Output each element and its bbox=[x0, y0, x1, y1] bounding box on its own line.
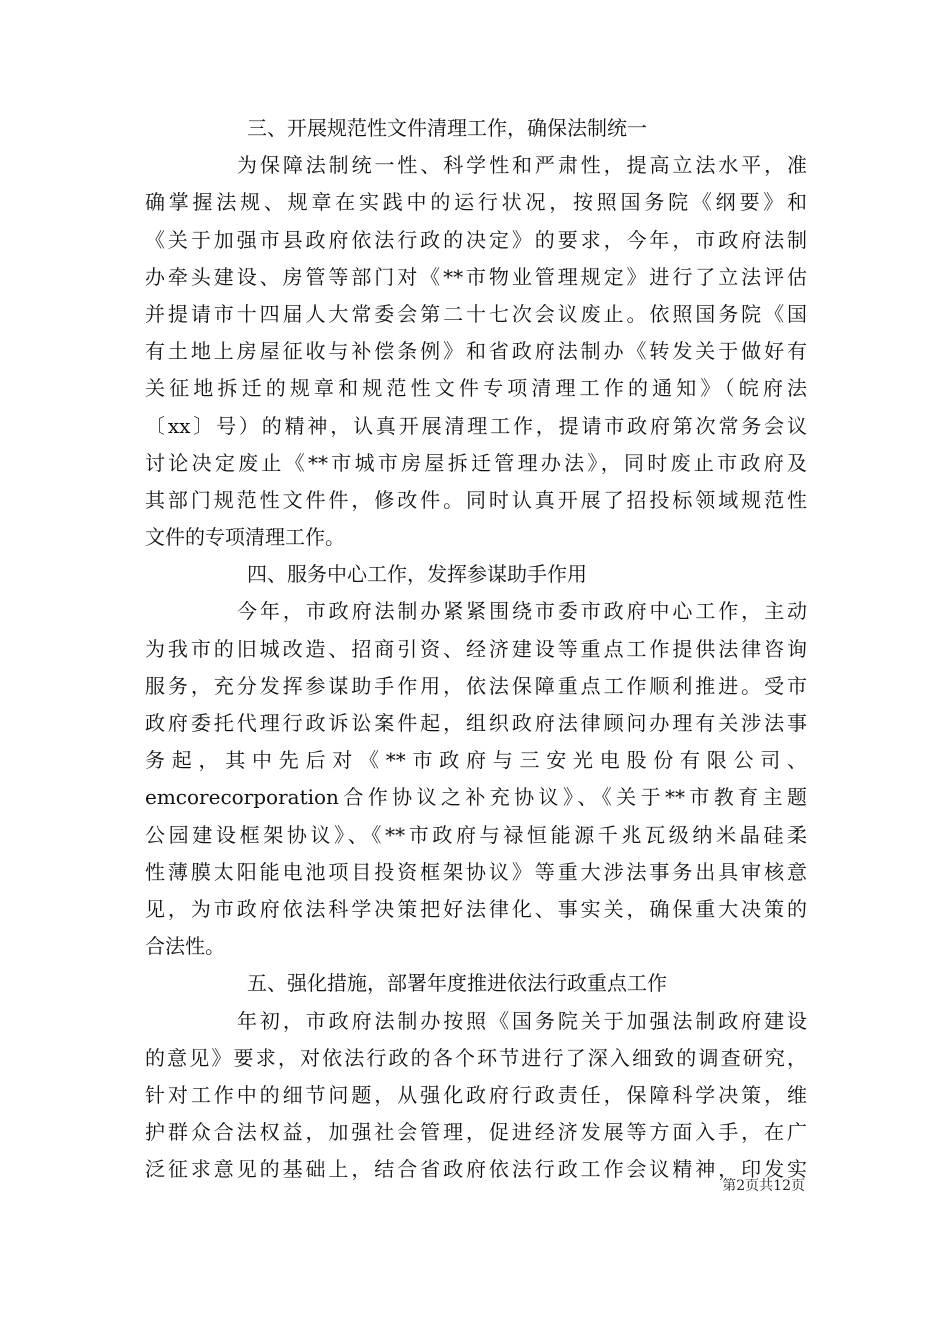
page-number: 第2页共12页 bbox=[722, 1178, 805, 1194]
paragraph-line: 《关于加强市县政府依法行政的决定》的要求，今年，市政府法制 bbox=[145, 227, 807, 252]
paragraph-line: 办牵头建设、房管等部门对《**市物业管理规定》进行了立法评估 bbox=[145, 264, 807, 289]
paragraph-line: 泛征求意见的基础上，结合省政府依法行政工作会议精神，印发实 bbox=[145, 1157, 807, 1182]
paragraph-line: 为我市的旧城改造、招商引资、经济建设等重点工作提供法律咨询 bbox=[145, 636, 807, 661]
paragraph-line: 公园建设框架协议》、《**市政府与禄恒能源千兆瓦级纳米晶硅柔 bbox=[145, 822, 807, 847]
paragraph-line: 护群众合法权益，加强社会管理，促进经济发展等方面入手，在广 bbox=[145, 1120, 807, 1145]
paragraph-line: 并提请市十四届人大常委会第二十七次会议废止。依照国务院《国 bbox=[145, 301, 807, 326]
paragraph-line: 为保障法制统一性、科学性和严肃性，提高立法水平，准 bbox=[237, 153, 807, 178]
paragraph-line: 确掌握法规、规章在实践中的运行状况，按照国务院《纲要》和 bbox=[145, 190, 807, 215]
paragraph-line: 政府委托代理行政诉讼案件起，组织政府法律顾问办理有关涉法事 bbox=[145, 711, 807, 735]
section-heading: 三、开展规范性文件清理工作，确保法制统一 bbox=[247, 116, 647, 140]
section-heading: 四、服务中心工作，发挥参谋助手作用 bbox=[247, 562, 587, 587]
paragraph-line: 见，为市政府依法科学决策把好法律化、事实关，确保重大决策的 bbox=[145, 896, 807, 921]
paragraph-line: 今年，市政府法制办紧紧围绕市委市政府中心工作，主动 bbox=[237, 599, 807, 624]
paragraph-line: 〔xx〕号）的精神，认真开展清理工作，提请市政府第次常务会议 bbox=[145, 413, 807, 438]
paragraph-line: 务起，其中先后对《**市政府与三安光电股份有限公司、 bbox=[145, 748, 807, 773]
paragraph-line: 合法性。 bbox=[145, 934, 225, 959]
paragraph-line: 针对工作中的细节问题，从强化政府行政责任，保障科学决策，维 bbox=[145, 1082, 807, 1107]
paragraph-line: 讨论决定废止《**市城市房屋拆迁管理办法》，同时废止市政府及 bbox=[145, 450, 807, 475]
paragraph-line: 其部门规范性文件件，修改件。同时认真开展了招投标领域规范性 bbox=[145, 487, 807, 512]
paragraph-line: 性薄膜太阳能电池项目投资框架协议》等重大涉法事务出具审核意 bbox=[145, 859, 807, 884]
paragraph-line: 的意见》要求，对依法行政的各个环节进行了深入细致的调查研究， bbox=[145, 1045, 807, 1070]
paragraph-line: 文件的专项清理工作。 bbox=[145, 525, 345, 550]
section-heading: 五、强化措施，部署年度推进依法行政重点工作 bbox=[247, 971, 667, 996]
paragraph-line: emcorecorporation合作协议之补充协议》、《关于**市教育主题 bbox=[145, 785, 807, 810]
paragraph-line: 年初，市政府法制办按照《国务院关于加强法制政府建设 bbox=[237, 1008, 807, 1033]
document-body bbox=[145, 110, 807, 1188]
paragraph-line: 有土地上房屋征收与补偿条例》和省政府法制办《转发关于做好有 bbox=[145, 339, 807, 364]
paragraph-line: 关征地拆迁的规章和规范性文件专项清理工作的通知》（皖府法 bbox=[145, 376, 807, 401]
paragraph-line: 服务，充分发挥参谋助手作用，依法保障重点工作顺利推进。受市 bbox=[145, 673, 807, 698]
